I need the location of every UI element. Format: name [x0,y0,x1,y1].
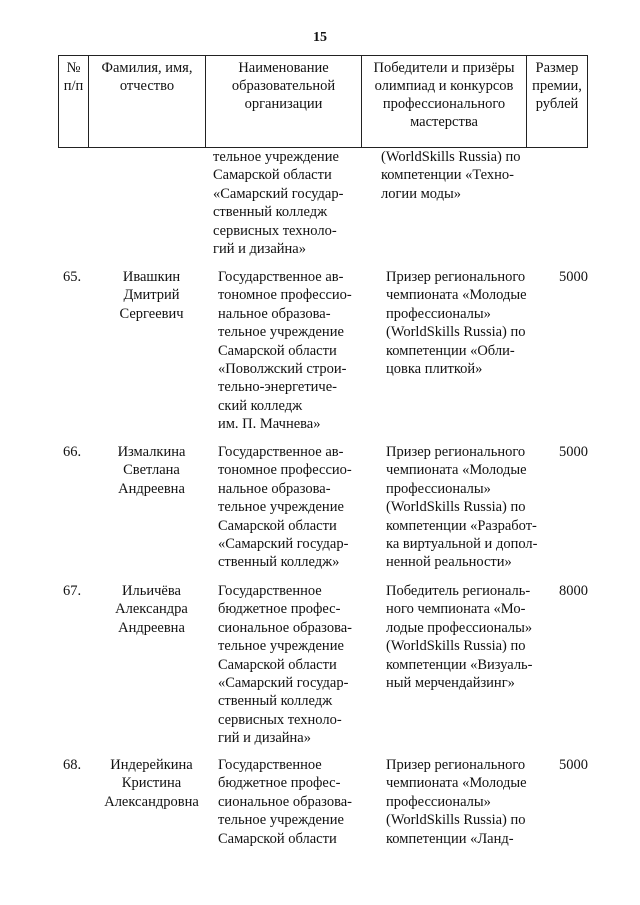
header-full-name: Фамилия, имя, отчество [89,56,206,148]
table-row [58,756,620,848]
org-line: Государственное [218,757,322,773]
name-line: Ильичёва [122,583,181,599]
achievement-line: компетенции «Визуаль- [386,656,533,673]
achievement-line: ненной реальности» [386,554,512,571]
header-winners: Победители и призёры олимпиад и конкурсов профессионального мастерства [362,56,527,148]
achievement-line: ка виртуальной и допол- [386,536,538,553]
table-row [58,268,620,434]
org-line: им. П. Мачнева» [218,416,321,433]
row-premium: 8000 [559,583,588,599]
row-full-name [93,756,210,848]
name-line: Ивашкин [122,269,181,285]
org-line: ственный колледж» [218,554,340,571]
org-line: тономное профессио- [218,287,352,304]
org-line: «Самарский государ- [218,536,349,553]
org-line: ственный колледж [218,693,333,710]
org-line: Государственное ав- [218,444,344,460]
table-row [58,443,620,572]
org-line: сиональное образова- [218,619,352,636]
org-line: тельно-энергетиче- [218,379,337,396]
page-number: 15 [313,30,327,45]
row-premium: 5000 [559,444,588,460]
row-premium: 5000 [559,757,588,773]
achievement-line: лодые профессионалы» [386,619,533,636]
achievement-line: компетенции «Техно- [381,167,514,184]
row-organization [210,582,378,748]
org-line: Государственное [218,583,322,599]
continuation-row [58,148,609,258]
achievement-line: компетенции «Ланд- [386,830,514,847]
org-line: сервисных техноло- [213,222,337,239]
org-line: сиональное образова- [218,793,352,810]
row-number: 67. [63,583,82,599]
row-achievement [378,582,553,748]
org-line: Самарской области [218,342,337,359]
achievement-line: чемпионата «Молодые [386,775,527,792]
row-number: 66. [63,444,82,460]
achievement-line: логии моды» [381,185,461,202]
achievement-line: (WorldSkills Russia) по [386,499,526,516]
org-line: нальное образова- [218,480,331,497]
row-full-name [93,268,210,434]
row-achievement [378,443,553,572]
org-line: тельное учреждение [213,149,339,165]
name-line: Измалкина [117,444,186,460]
row-number: 65. [63,269,82,285]
row-number: 68. [63,757,82,773]
org-line: бюджетное профес- [218,601,341,618]
org-line: ственный колледж [213,204,328,221]
row-organization [210,268,378,434]
achievement-line: профессионалы» [386,793,491,810]
row-organization [210,756,378,848]
org-line: тельное учреждение [218,499,344,516]
org-line: Самарской области [213,167,332,184]
achievement-line: ного чемпионата «Мо- [386,601,526,618]
org-line: «Самарский государ- [218,675,349,692]
achievement-line: профессионалы» [386,480,491,497]
org-line: ский колледж [218,397,303,414]
achievement-line: ный мерчендайзинг» [386,675,515,692]
row-premium: 5000 [559,269,588,285]
row-achievement [378,756,553,848]
name-line: Индерейкина [110,757,193,773]
header-organization: Наименование образовательной организации [206,56,362,148]
org-line: «Поволжский строи- [218,361,347,378]
continuation-achievement [373,148,548,258]
row-organization [210,443,378,572]
org-line: гий и дизайна» [213,241,306,258]
achievement-line: чемпионата «Молодые [386,287,527,304]
org-line: тельное учреждение [218,812,344,829]
name-line: Александра [115,601,188,618]
name-line: Андреевна [118,480,185,497]
achievement-line: (WorldSkills Russia) по [386,638,526,655]
achievement-line: Призер регионального [386,444,526,460]
achievement-line: (WorldSkills Russia) по [381,149,521,165]
org-line: Самарской области [218,830,337,847]
org-line: «Самарский государ- [213,185,344,202]
table-row [58,582,620,748]
header-number: № п/п [59,56,89,148]
name-line: Светлана [123,462,180,479]
achievement-line: Победитель региональ- [386,583,531,599]
org-line: бюджетное профес- [218,775,341,792]
org-line: тономное профессио- [218,462,352,479]
name-line: Кристина [121,775,182,792]
table-header [58,55,588,148]
achievement-line: профессионалы» [386,305,491,322]
row-full-name [93,582,210,748]
row-full-name [93,443,210,572]
org-line: нальное образова- [218,305,331,322]
achievement-line: компетенции «Разработ- [386,517,537,534]
name-line: Александровна [104,793,199,810]
org-line: Самарской области [218,656,337,673]
org-line: Самарской области [218,517,337,534]
row-achievement [378,268,553,434]
achievement-line: цовка плиткой» [386,361,483,378]
achievement-line: Призер регионального [386,757,526,773]
name-line: Дмитрий [123,287,180,304]
achievement-line: компетенции «Обли- [386,342,515,359]
achievement-line: (WorldSkills Russia) по [386,812,526,829]
achievement-line: (WorldSkills Russia) по [386,324,526,341]
achievement-line: чемпионата «Молодые [386,462,527,479]
name-line: Андреевна [118,619,185,636]
continuation-organization [205,148,373,258]
org-line: тельное учреждение [218,324,344,341]
name-line: Сергеевич [119,305,184,322]
header-premium: Размер премии, рублей [527,56,588,148]
org-line: гий и дизайна» [218,730,311,747]
org-line: Государственное ав- [218,269,344,285]
org-line: тельное учреждение [218,638,344,655]
org-line: сервисных техноло- [218,711,342,728]
achievement-line: Призер регионального [386,269,526,285]
